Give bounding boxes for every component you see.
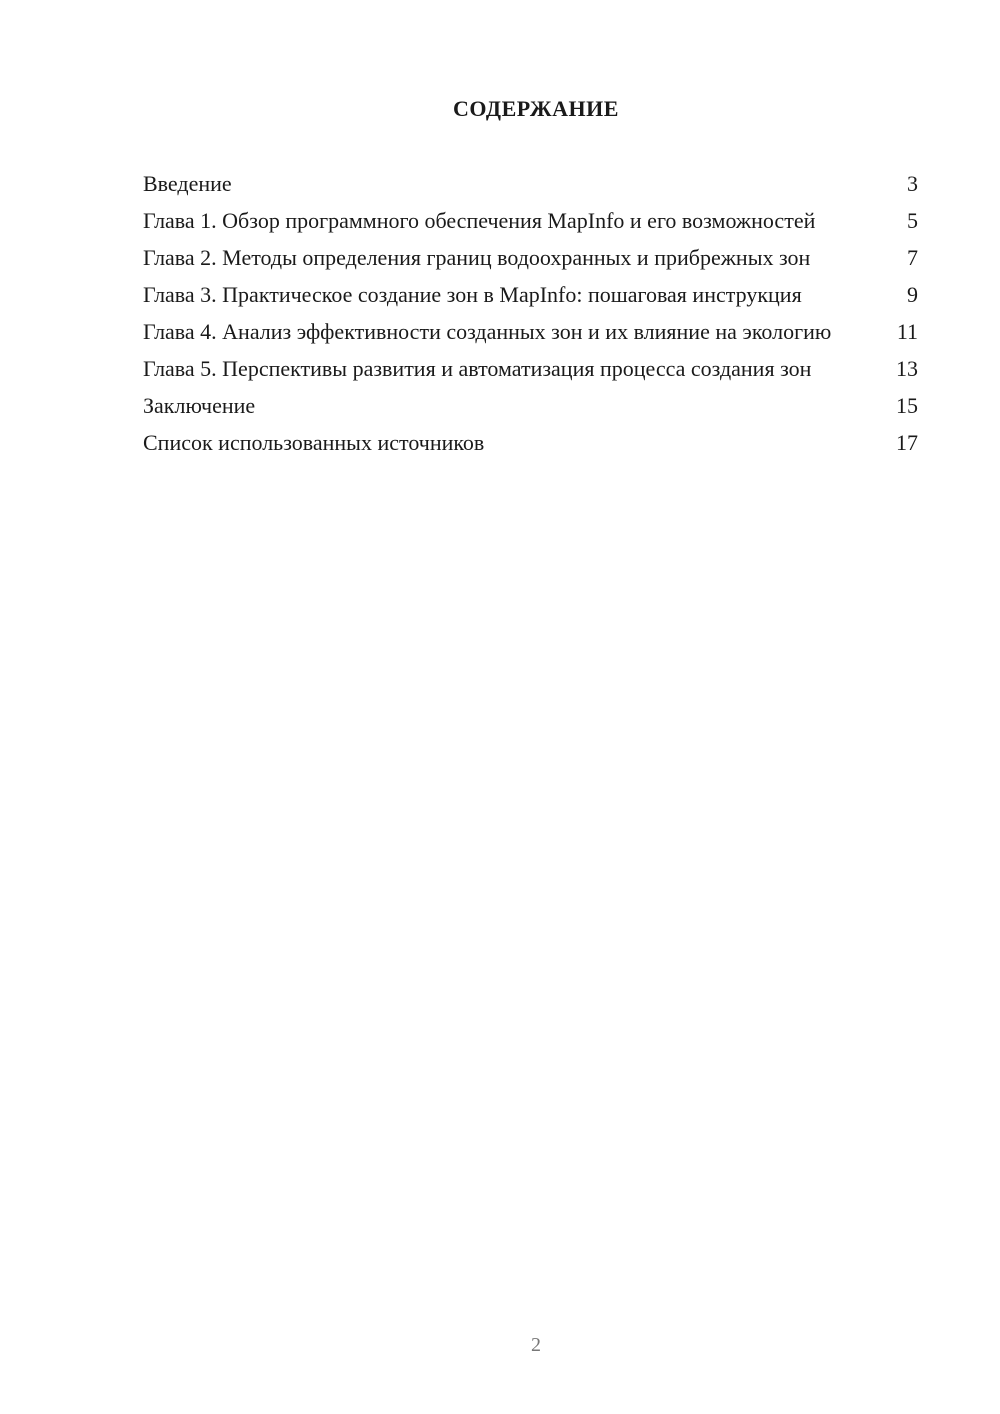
toc-entry <box>143 318 918 345</box>
toc-entry-page: 13 <box>896 356 918 381</box>
toc-entry-page: 3 <box>907 171 918 196</box>
toc-entry-text: Список использованных источников <box>143 430 485 455</box>
toc-entry <box>143 244 918 271</box>
table-of-contents <box>143 170 918 466</box>
toc-entry-text: Глава 1. Обзор программного обеспечения MapInfo и его возможностей <box>143 208 816 233</box>
toc-entry-text: Введение <box>143 171 232 196</box>
toc-entry <box>143 355 918 382</box>
toc-entry-page: 17 <box>896 430 918 455</box>
toc-entry-text: Заключение <box>143 393 256 418</box>
toc-entry <box>143 281 918 308</box>
toc-entry-page: 9 <box>907 282 918 307</box>
toc-entry-page: 7 <box>907 245 918 270</box>
toc-entry-page: 5 <box>907 208 918 233</box>
toc-entry <box>143 170 918 197</box>
page-title: СОДЕРЖАНИЕ <box>453 96 619 121</box>
toc-entry <box>143 207 918 234</box>
toc-entry-text: Глава 4. Анализ эффективности созданных зон и их влияние на экологию <box>143 319 832 344</box>
toc-entry <box>143 429 918 456</box>
toc-entry-text: Глава 2. Методы определения границ водоохранных и прибрежных зон <box>143 245 811 270</box>
toc-entry-text: Глава 3. Практическое создание зон в MapInfo: пошаговая инструкция <box>143 282 802 307</box>
toc-entry-text: Глава 5. Перспективы развития и автоматизация процесса создания зон <box>143 356 812 381</box>
toc-entry-page: 15 <box>896 393 918 418</box>
toc-entry-page: 11 <box>896 319 918 344</box>
page-number: 2 <box>531 1334 541 1356</box>
toc-entry <box>143 392 918 419</box>
